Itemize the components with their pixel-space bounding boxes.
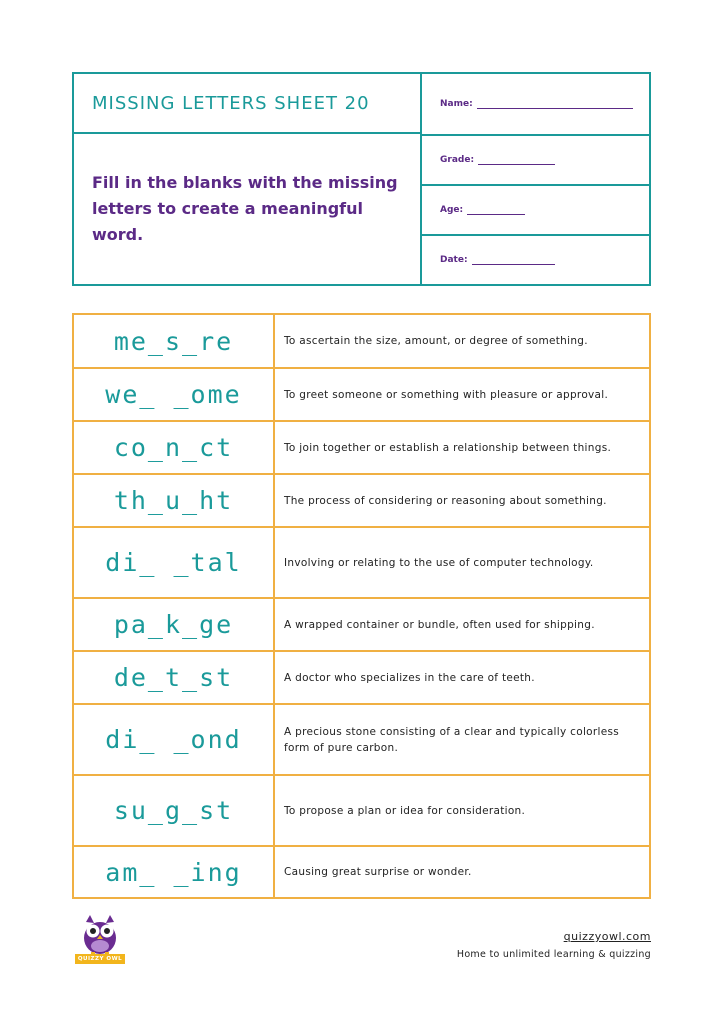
student-info-fields	[422, 74, 649, 284]
missing-letter-word[interactable]: we_ _ome	[74, 369, 275, 420]
instructions-cell	[74, 134, 422, 284]
missing-letter-word[interactable]: su_g_st	[74, 776, 275, 845]
word-definition: A doctor who specializes in the care of teeth.	[284, 671, 535, 684]
age-label: Age:	[440, 205, 464, 215]
date-blank[interactable]	[472, 256, 555, 265]
worksheet-header	[72, 72, 651, 286]
word-definition: A wrapped container or bundle, often used for shipping.	[284, 618, 595, 631]
age-field[interactable]	[422, 186, 649, 236]
grade-blank[interactable]	[478, 156, 555, 165]
instructions-text: Fill in the blanks with the missing letters to create a meaningful word.	[92, 173, 398, 244]
missing-letter-word[interactable]: de_t_st	[74, 652, 275, 703]
missing-letter-word[interactable]: co_n_ct	[74, 422, 275, 473]
table-row	[74, 315, 649, 369]
word-definition: To ascertain the size, amount, or degree of something.	[284, 335, 588, 347]
grade-field[interactable]	[422, 136, 649, 186]
logo-label: QUIZZY OWL	[75, 954, 125, 964]
date-field[interactable]	[422, 236, 649, 284]
table-row	[74, 599, 649, 652]
word-definition: Causing great surprise or wonder.	[284, 866, 472, 878]
date-label: Date:	[440, 255, 468, 265]
sheet-title: MISSING LETTERS SHEET 20	[92, 92, 370, 114]
word-definition: Involving or relating to the use of computer technology.	[284, 556, 594, 569]
name-blank[interactable]	[477, 100, 633, 109]
word-definition: To greet someone or something with pleasure or approval.	[284, 388, 609, 401]
table-row	[74, 705, 649, 776]
quizzy-owl-logo	[75, 912, 125, 964]
missing-letter-word[interactable]: me_s_re	[74, 315, 275, 367]
word-table	[72, 313, 651, 899]
missing-letter-word[interactable]: th_u_ht	[74, 475, 275, 526]
owl-icon	[75, 912, 125, 956]
table-row	[74, 422, 649, 475]
table-row	[74, 652, 649, 705]
table-row	[74, 369, 649, 422]
missing-letter-word[interactable]: di_ _tal	[74, 528, 275, 597]
title-cell	[74, 74, 422, 134]
grade-label: Grade:	[440, 155, 475, 165]
missing-letter-word[interactable]: am_ _ing	[74, 847, 275, 897]
table-row	[74, 475, 649, 528]
site-tagline: Home to unlimited learning & quizzing	[456, 949, 651, 960]
table-row	[74, 847, 649, 897]
name-field[interactable]	[422, 74, 649, 136]
age-blank[interactable]	[467, 206, 525, 215]
word-definition: To join together or establish a relationship between things.	[284, 441, 612, 454]
word-definition: To propose a plan or idea for consideration.	[284, 804, 526, 817]
table-row	[74, 528, 649, 599]
table-row	[74, 776, 649, 847]
missing-letter-word[interactable]: di_ _ond	[74, 705, 275, 774]
missing-letter-word[interactable]: pa_k_ge	[74, 599, 275, 650]
word-definition: The process of considering or reasoning about something.	[284, 494, 607, 507]
site-link[interactable]: quizzyowl.com	[563, 930, 651, 943]
name-label: Name:	[440, 99, 473, 109]
word-definition: A precious stone consisting of a clear and typically colorless form of pure carbon.	[284, 725, 620, 754]
